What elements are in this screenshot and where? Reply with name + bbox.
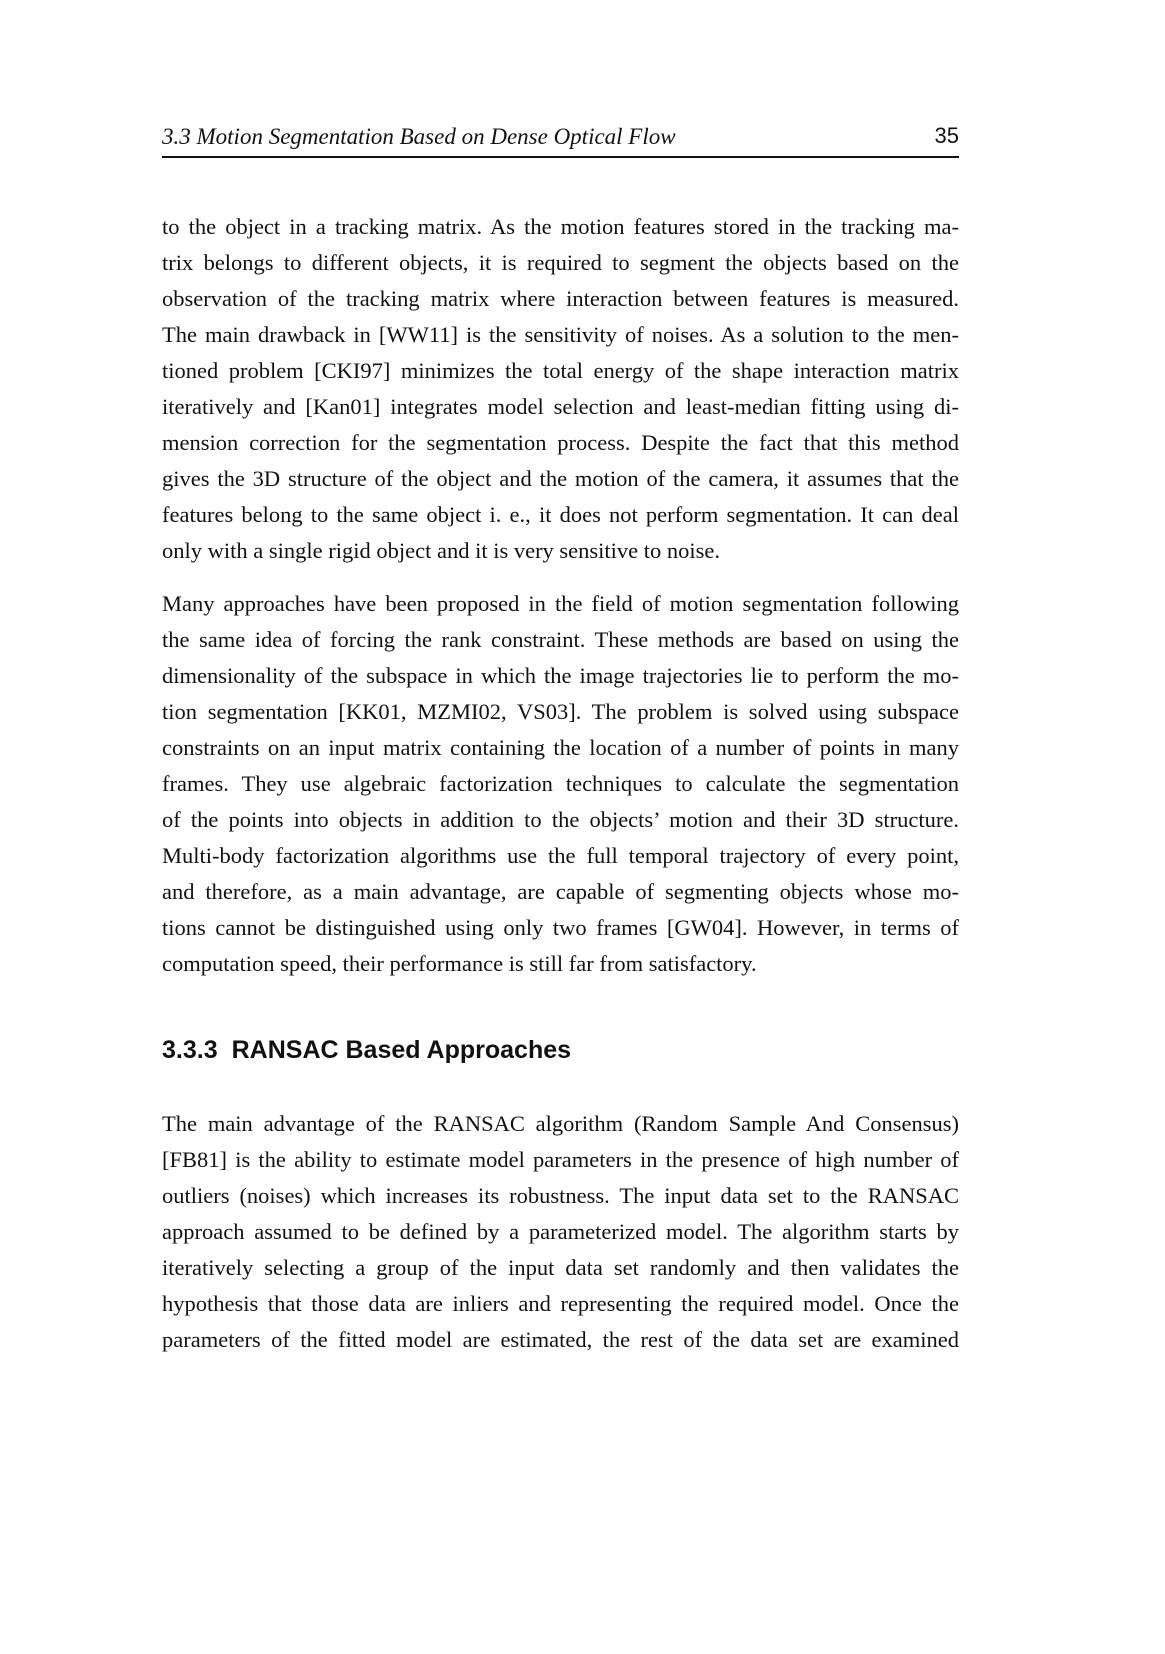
text-line: and therefore, as a main advantage, are capable of segmenting objects whose mo- <box>162 879 959 904</box>
paragraph-1 <box>162 209 959 569</box>
text-line: computation speed, their performance is still far from satisfactory. <box>162 951 757 976</box>
page-header <box>162 120 959 158</box>
page-number: 35 <box>934 123 959 148</box>
text-line: features belong to the same object i. e., it does not perform segmentation. It can deal <box>162 502 959 527</box>
text-line: tions cannot be distinguished using only two frames [GW04]. However, in terms of <box>162 915 959 940</box>
text-line: [FB81] is the ability to estimate model parameters in the presence of high number of <box>162 1147 959 1172</box>
text-line: The main advantage of the RANSAC algorithm (Random Sample And Consensus) <box>162 1111 959 1136</box>
text-line: the same idea of forcing the rank constraint. These methods are based on using the <box>162 627 959 652</box>
section-number: 3.3.3 <box>162 1036 218 1064</box>
text-line: tion segmentation [KK01, MZMI02, VS03]. The problem is solved using subspace <box>162 699 959 724</box>
text-line: constraints on an input matrix containing the location of a number of points in many <box>162 735 959 760</box>
text-line: mension correction for the segmentation process. Despite the fact that this method <box>162 430 959 455</box>
paragraph-3 <box>162 1106 959 1358</box>
text-line: tioned problem [CKI97] minimizes the total energy of the shape interaction matrix <box>162 358 959 383</box>
text-line: dimensionality of the subspace in which the image trajectories lie to perform the mo- <box>162 663 959 688</box>
text-line: of the points into objects in addition to the objects’ motion and their 3D structure. <box>162 807 959 832</box>
section-heading <box>162 1036 571 1065</box>
text-line: hypothesis that those data are inliers and representing the required model. Once the <box>162 1291 959 1316</box>
text-line: Multi-body factorization algorithms use the full temporal trajectory of every point, <box>162 843 959 868</box>
paragraph-2 <box>162 586 959 982</box>
running-title: 3.3 Motion Segmentation Based on Dense Optical Flow <box>162 124 676 149</box>
text-line: iteratively and [Kan01] integrates model selection and least-median fitting using di- <box>162 394 959 419</box>
text-line: observation of the tracking matrix where interaction between features is measured. <box>162 286 959 311</box>
text-line: iteratively selecting a group of the input data set randomly and then validates the <box>162 1255 959 1280</box>
text-line: trix belongs to different objects, it is required to segment the objects based on the <box>162 250 959 275</box>
text-line: Many approaches have been proposed in the field of motion segmentation following <box>162 591 959 616</box>
text-line: outliers (noises) which increases its robustness. The input data set to the RANSAC <box>162 1183 959 1208</box>
text-line: frames. They use algebraic factorization techniques to calculate the segmentation <box>162 771 959 796</box>
text-line: parameters of the fitted model are estimated, the rest of the data set are examined <box>162 1327 959 1352</box>
section-title: RANSAC Based Approaches <box>231 1036 572 1064</box>
text-line: gives the 3D structure of the object and the motion of the camera, it assumes that the <box>162 466 959 491</box>
text-line: approach assumed to be defined by a parameterized model. The algorithm starts by <box>162 1219 959 1244</box>
text-line: to the object in a tracking matrix. As the motion features stored in the tracking ma- <box>162 214 959 239</box>
text-line: only with a single rigid object and it is very sensitive to noise. <box>162 538 721 563</box>
text-line: The main drawback in [WW11] is the sensitivity of noises. As a solution to the men- <box>162 322 959 347</box>
